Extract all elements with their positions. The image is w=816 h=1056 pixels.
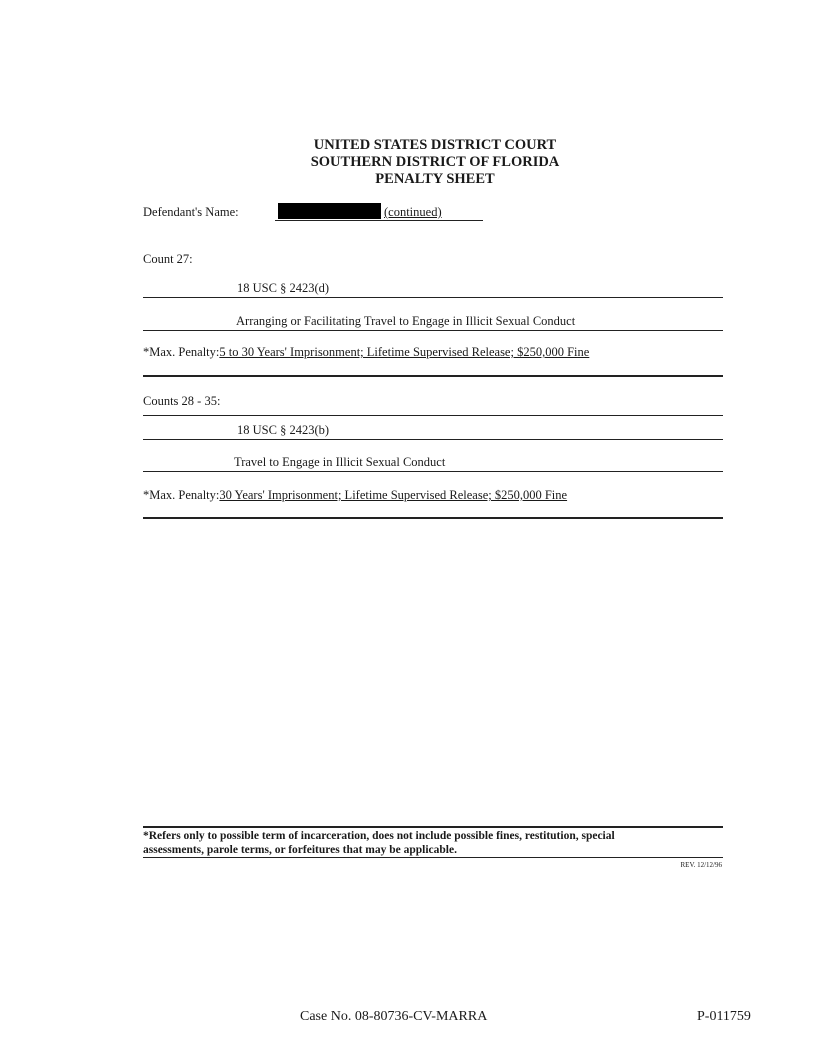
footnote-line-1: *Refers only to possible term of incarceration, does not include possible fines, restitution, special bbox=[143, 830, 615, 842]
count-27-description-line bbox=[143, 313, 723, 331]
bates-number: P-011759 bbox=[697, 1009, 751, 1024]
court-name: UNITED STATES DISTRICT COURT bbox=[313, 137, 557, 153]
count-27-penalty bbox=[143, 345, 589, 360]
redaction-box bbox=[278, 203, 381, 219]
counts-28-35-penalty bbox=[143, 488, 567, 503]
divider bbox=[143, 375, 723, 377]
defendant-label: Defendant's Name: bbox=[143, 205, 239, 219]
counts-28-35-statute: 18 USC § 2423(b) bbox=[237, 423, 330, 437]
divider bbox=[143, 415, 723, 416]
defendant-continued: (continued) bbox=[384, 205, 442, 219]
count-27-statute-line bbox=[143, 280, 723, 298]
document-title: PENALTY SHEET bbox=[375, 171, 495, 187]
counts-28-35-description: Travel to Engage in Illicit Sexual Conduct bbox=[234, 455, 446, 469]
defendant-name-field bbox=[275, 204, 483, 221]
divider bbox=[143, 517, 723, 519]
counts-28-35-description-line bbox=[143, 454, 723, 472]
counts-28-35-label: Counts 28 - 35: bbox=[143, 394, 221, 408]
footnote-top-rule bbox=[143, 826, 723, 828]
footnote-bottom-rule bbox=[143, 857, 723, 858]
case-number: Case No. 08-80736-CV-MARRA bbox=[300, 1009, 488, 1024]
count-27-description: Arranging or Facilitating Travel to Engage in Illicit Sexual Conduct bbox=[236, 314, 576, 328]
footnote-line-2: assessments, parole terms, or forfeitures that may be applicable. bbox=[143, 844, 457, 856]
counts-28-35-penalty-value: 30 Years' Imprisonment; Lifetime Supervised Release; $250,000 Fine bbox=[219, 488, 568, 502]
count-27-label: Count 27: bbox=[143, 252, 193, 266]
count-27-penalty-value: 5 to 30 Years' Imprisonment; Lifetime Supervised Release; $250,000 Fine bbox=[219, 345, 590, 359]
district-name: SOUTHERN DISTRICT OF FLORIDA bbox=[310, 154, 560, 170]
count-27-statute: 18 USC § 2423(d) bbox=[237, 281, 330, 295]
footnote bbox=[143, 829, 723, 857]
revision-date: REV. 12/12/96 bbox=[680, 861, 722, 869]
count-27-penalty-label: *Max. Penalty: bbox=[143, 345, 220, 359]
counts-28-35-statute-line bbox=[143, 422, 723, 440]
counts-28-35-penalty-label: *Max. Penalty: bbox=[143, 488, 220, 502]
